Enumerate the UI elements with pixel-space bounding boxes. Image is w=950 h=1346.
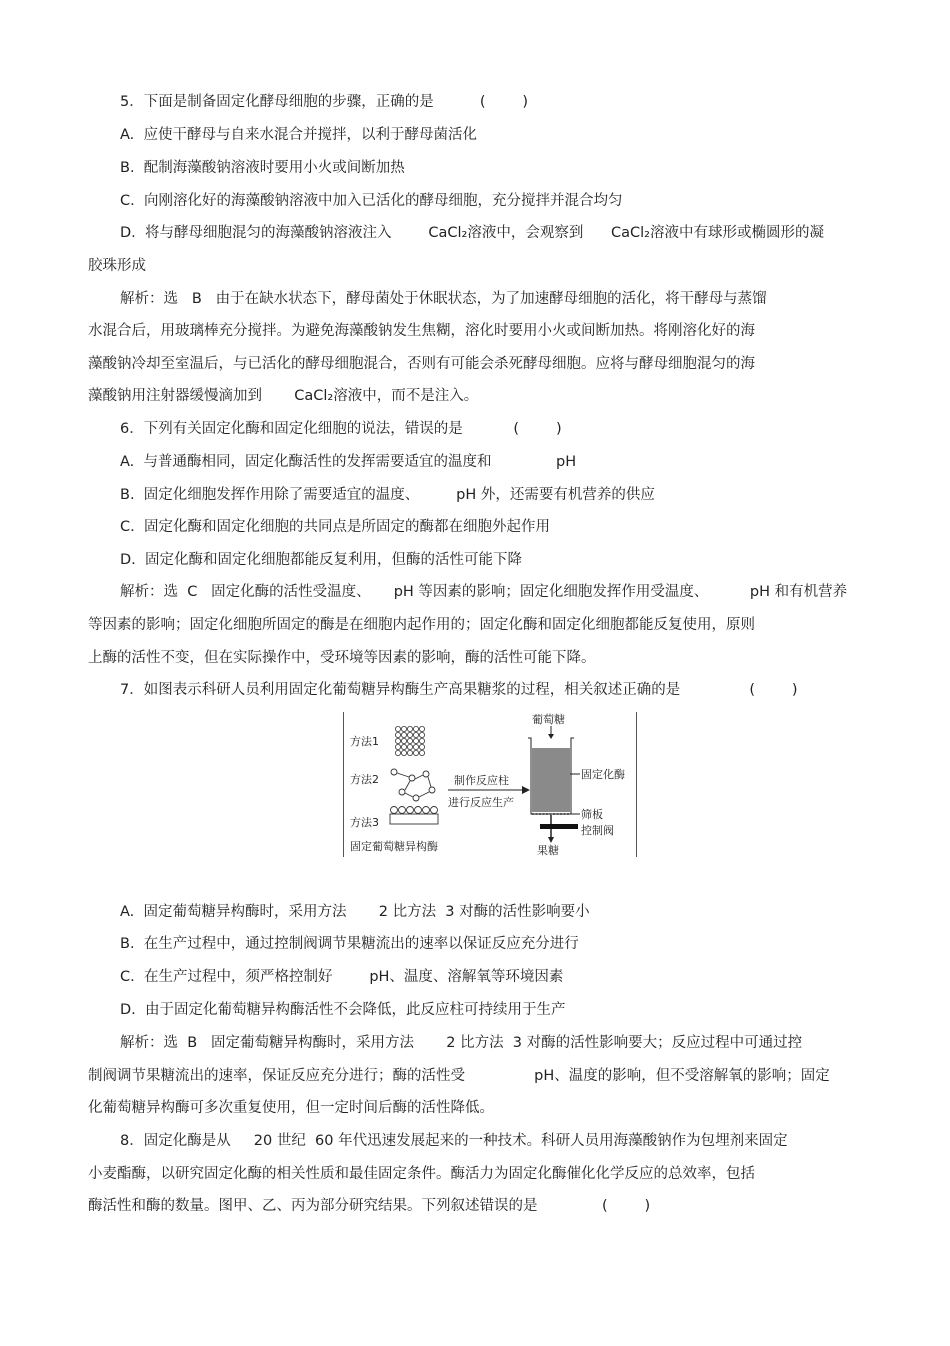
text-line: B. 配制海藻酸钠溶液时要用小火或间断加热 [120, 160, 405, 176]
text-line: A. 应使干酵母与自来水混合并搅拌，以利于酵母菌活化 [120, 127, 477, 143]
fructose-label: 果糖 [537, 844, 559, 857]
text-line: B. 在生产过程中，通过控制阀调节果糖流出的速率以保证反应充分进行 [120, 936, 579, 952]
arrow-label-make-column: 制作反应柱 [454, 774, 509, 787]
sieve-label: 筛板 [581, 808, 603, 821]
method2-crosslink-icon [391, 769, 435, 801]
text-line: 6．下列有关固定化酶和固定化细胞的说法，错误的是 ( ) [120, 421, 562, 437]
text-line: 化葡萄糖异构酶可多次重复使用，但一定时间后酶的活性降低。 [88, 1100, 494, 1116]
method1-label: 方法1 [350, 735, 379, 748]
text-line: 制阀调节果糖流出的速率，保证反应充分进行；酶的活性受 pH、温度的影响，但不受溶解氧的影响；固定 [88, 1068, 830, 1084]
arrow-label-run-production: 进行反应生产 [448, 796, 514, 809]
text-line: A. 与普通酶相同，固定化酶活性的发挥需要适宜的温度和 pH [120, 454, 577, 470]
text-line: 5．下面是制备固定化酵母细胞的步骤，正确的是 ( ) [120, 94, 529, 110]
figure-svg [344, 712, 636, 857]
control-valve-icon [540, 824, 578, 829]
text-line: D. 由于固定化葡萄糖异构酶活性不会降低，此反应柱可持续用于生产 [120, 1002, 566, 1018]
process-arrowhead [522, 786, 530, 794]
text-line: D. 固定化酶和固定化细胞都能反复利用，但酶的活性可能下降 [120, 552, 522, 568]
text-line: A. 固定葡萄糖异构酶时，采用方法 2 比方法 3 对酶的活性影响要小 [120, 904, 590, 920]
text-line: 小麦酯酶，以研究固定化酶的相关性质和最佳固定条件。酶活力为固定化酶催化化学反应的总效率，包括 [88, 1166, 755, 1182]
enzyme-fill [532, 748, 570, 812]
text-line: D. 将与酵母细胞混匀的海藻酸钠溶液注入 CaCl₂溶液中，会观察到 CaCl₂溶液中有球形或椭圆形的凝 [120, 225, 824, 241]
method3-adsorption-icon [390, 807, 438, 825]
text-line: 8．固定化酶是从 20 世纪 60 年代迅速发展起来的一种技术。科研人员用海藻酸钠作为包埋剂来固定 [120, 1133, 788, 1149]
text-line: 上酶的活性不变，但在实际操作中，受环境等因素的影响，酶的活性可能下降。 [88, 650, 596, 666]
enzyme-label: 固定化酶 [581, 768, 625, 781]
figure-reaction-column [343, 712, 637, 857]
valve-label: 控制阀 [581, 824, 614, 837]
text-line: C. 在生产过程中，须严格控制好 pH、温度、溶解氧等环境因素 [120, 969, 564, 985]
text-line: C. 固定化酶和固定化细胞的共同点是所固定的酶都在细胞外起作用 [120, 519, 550, 535]
glucose-arrowhead [548, 734, 554, 739]
method3-label: 方法3 [350, 816, 379, 829]
text-line: 酶活性和酶的数量。图甲、乙、丙为部分研究结果。下列叙述错误的是 ( ) [88, 1198, 651, 1214]
method1-grid-icon [395, 726, 424, 755]
method2-label: 方法2 [350, 773, 379, 786]
text-line: C. 向刚溶化好的海藻酸钠溶液中加入已活化的酵母细胞，充分搅拌并混合均匀 [120, 193, 623, 209]
text-line: 7．如图表示科研人员利用固定化葡萄糖异构酶生产高果糖浆的过程，相关叙述正确的是 ( ) [120, 682, 798, 698]
text-line: 胶珠形成 [88, 258, 146, 274]
text-line: 解析：选 B 由于在缺水状态下，酵母菌处于休眠状态，为了加速酵母细胞的活化，将干酵母与蒸馏 [120, 291, 767, 307]
text-line: 解析：选 C 固定化酶的活性受温度、 pH 等因素的影响；固定化细胞发挥作用受温度、 pH 和有机营养 [120, 584, 848, 600]
text-line: B. 固定化细胞发挥作用除了需要适宜的温度、 pH 外，还需要有机营养的供应 [120, 487, 655, 503]
text-line: 水混合后，用玻璃棒充分搅拌。为避免海藻酸钠发生焦糊，溶化时要用小火或间断加热。将刚溶化好的海 [88, 323, 755, 339]
text-line: 藻酸钠冷却至室温后，与已活化的酵母细胞混合，否则有可能会杀死酵母细胞。应将与酵母细胞混匀的海 [88, 356, 755, 372]
text-line: 藻酸钠用注射器缓慢滴加到 CaCl₂溶液中，而不是注入。 [88, 388, 479, 404]
figure-caption: 固定葡萄糖异构酶 [350, 840, 438, 853]
fructose-arrowhead [548, 837, 554, 843]
text-line: 等因素的影响；固定化细胞所固定的酶是在细胞内起作用的；固定化酶和固定化细胞都能反复使用，原则 [88, 617, 755, 633]
text-line: 解析：选 B 固定葡萄糖异构酶时，采用方法 2 比方法 3 对酶的活性影响要大；反应过程中可通过控 [120, 1035, 803, 1051]
glucose-label: 葡萄糖 [532, 713, 565, 726]
